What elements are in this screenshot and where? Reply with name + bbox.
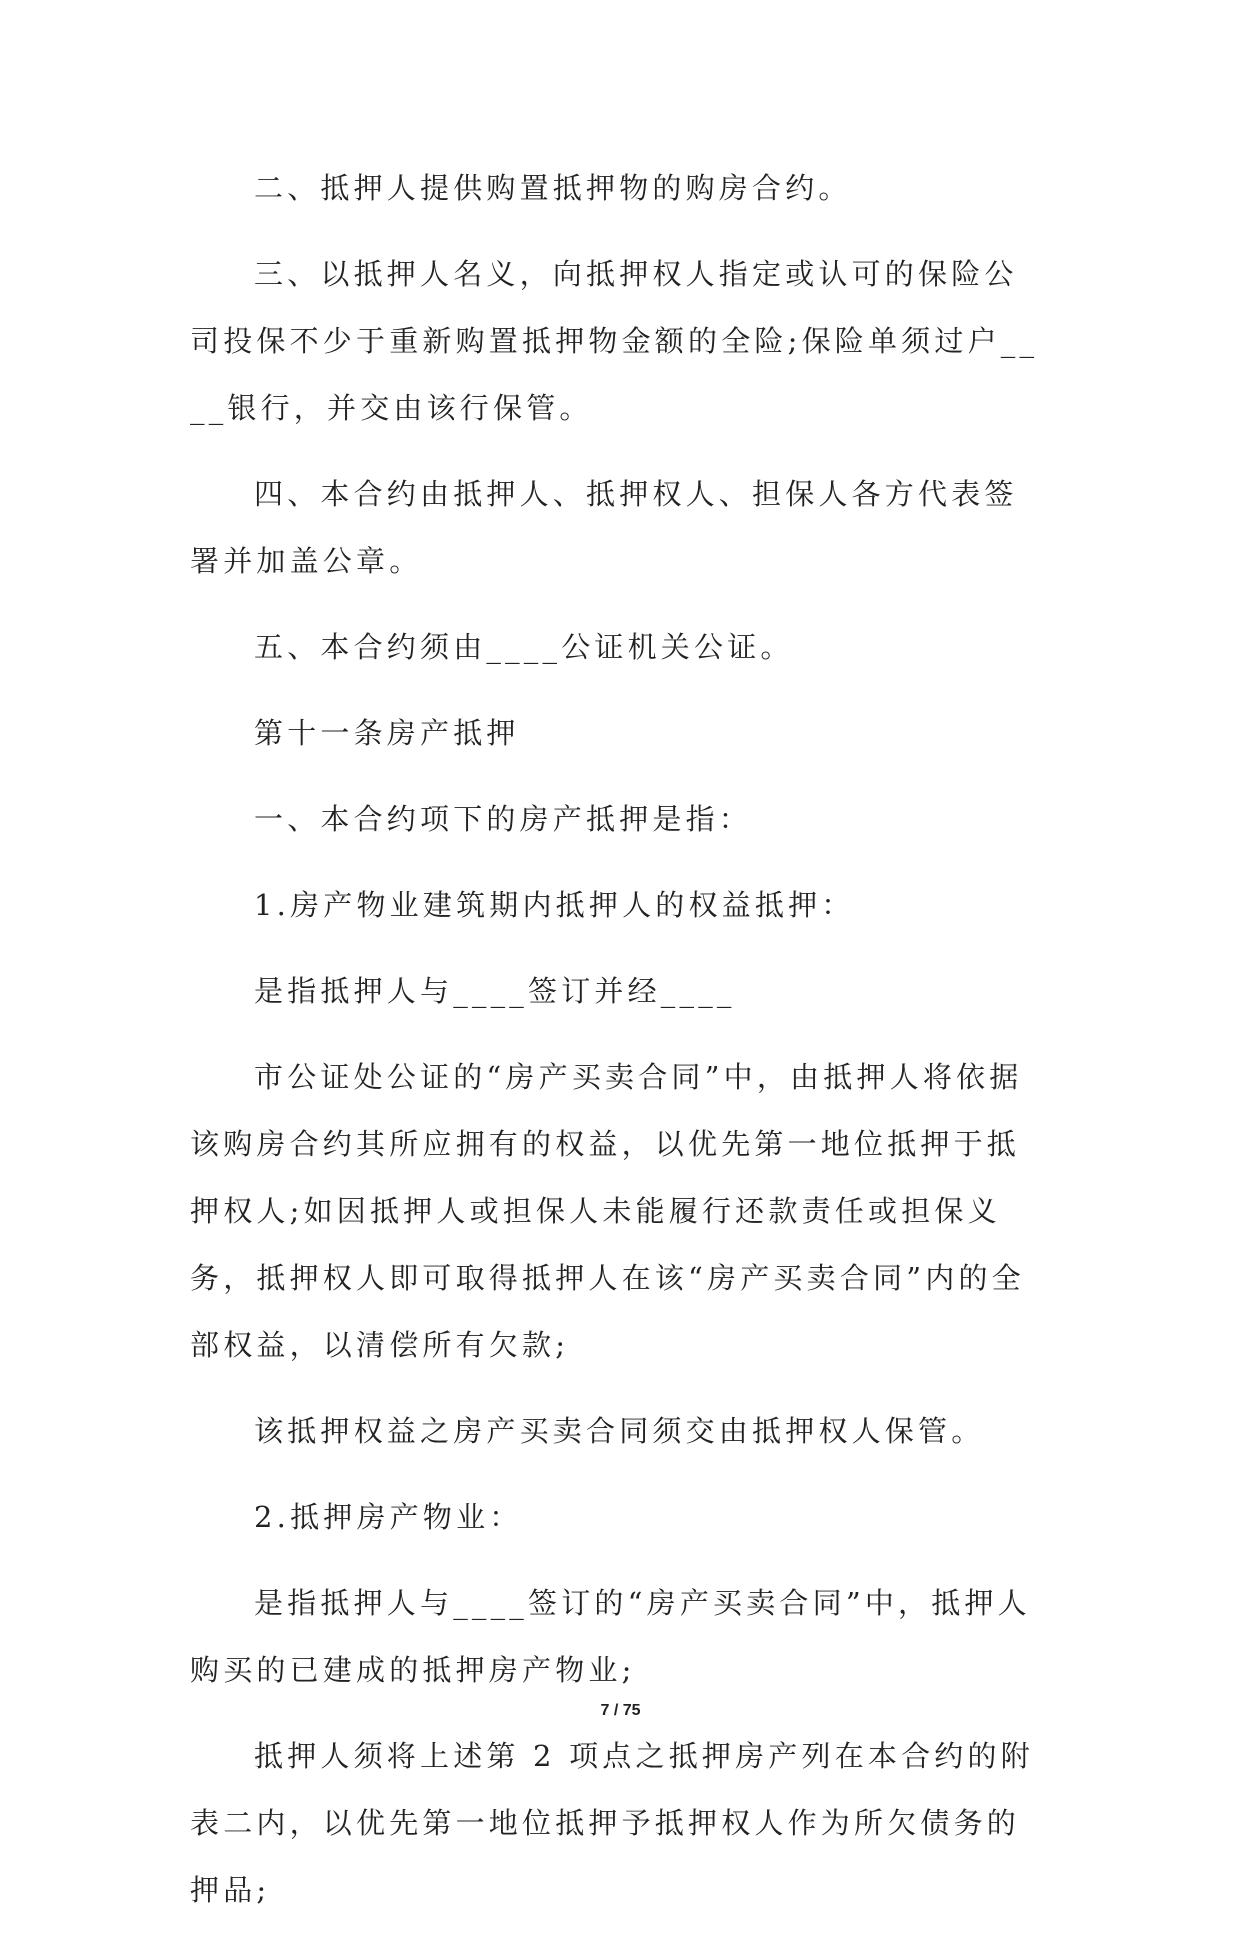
paragraph-item-2: 2.抵押房产物业： bbox=[254, 1500, 523, 1534]
paragraph-section-1: 一、本合约项下的房产抵押是指： bbox=[254, 802, 753, 836]
article-heading: 第十一条房产抵押 bbox=[254, 716, 520, 750]
paragraph-item-1-definition: 是指抵押人与____签订并经____ bbox=[254, 974, 736, 1008]
paragraph-clause-4: 四、本合约由抵押人、抵押权人、担保人各方代表签署并加盖公章。 bbox=[190, 477, 1018, 578]
paragraph-clause-5: 五、本合约须由____公证机关公证。 bbox=[254, 630, 794, 664]
paragraph-item-1: 1.房产物业建筑期内抵押人的权益抵押： bbox=[254, 888, 855, 922]
paragraph-item-2-definition: 是指抵押人与____签订的“房产买卖合同”中，抵押人购买的已建成的抵押房产物业; bbox=[190, 1586, 1031, 1687]
paragraph-clause-3: 三、以抵押人名义，向抵押权人指定或认可的保险公司投保不少于重新购置抵押物金额的全险;保险单须过户____银行，并交由该行保管。 bbox=[190, 257, 1039, 425]
paragraph-item-1-detail: 市公证处公证的“房产买卖合同”中，由抵押人将依据该购房合约其所应拥有的权益，以优先第一地位抵押于抵押权人;如因抵押人或担保人未能履行还款责任或担保义务，抵押权人即可取得抵押人在该“房产买卖合同”内的全部权益，以清偿所有欠款; bbox=[190, 1060, 1025, 1362]
paragraph-item-2-listing: 抵押人须将上述第 2 项点之抵押房产列在本合约的附表二内，以优先第一地位抵押予抵押权人作为所欠债务的押品; bbox=[190, 1739, 1034, 1907]
document-body bbox=[190, 155, 1050, 1943]
paragraph-clause-2: 二、抵押人提供购置抵押物的购房合约。 bbox=[254, 171, 852, 205]
paragraph-item-1-custody: 该抵押权益之房产买卖合同须交由抵押权人保管。 bbox=[254, 1414, 985, 1448]
page-number: 7 / 75 bbox=[600, 1702, 641, 1719]
